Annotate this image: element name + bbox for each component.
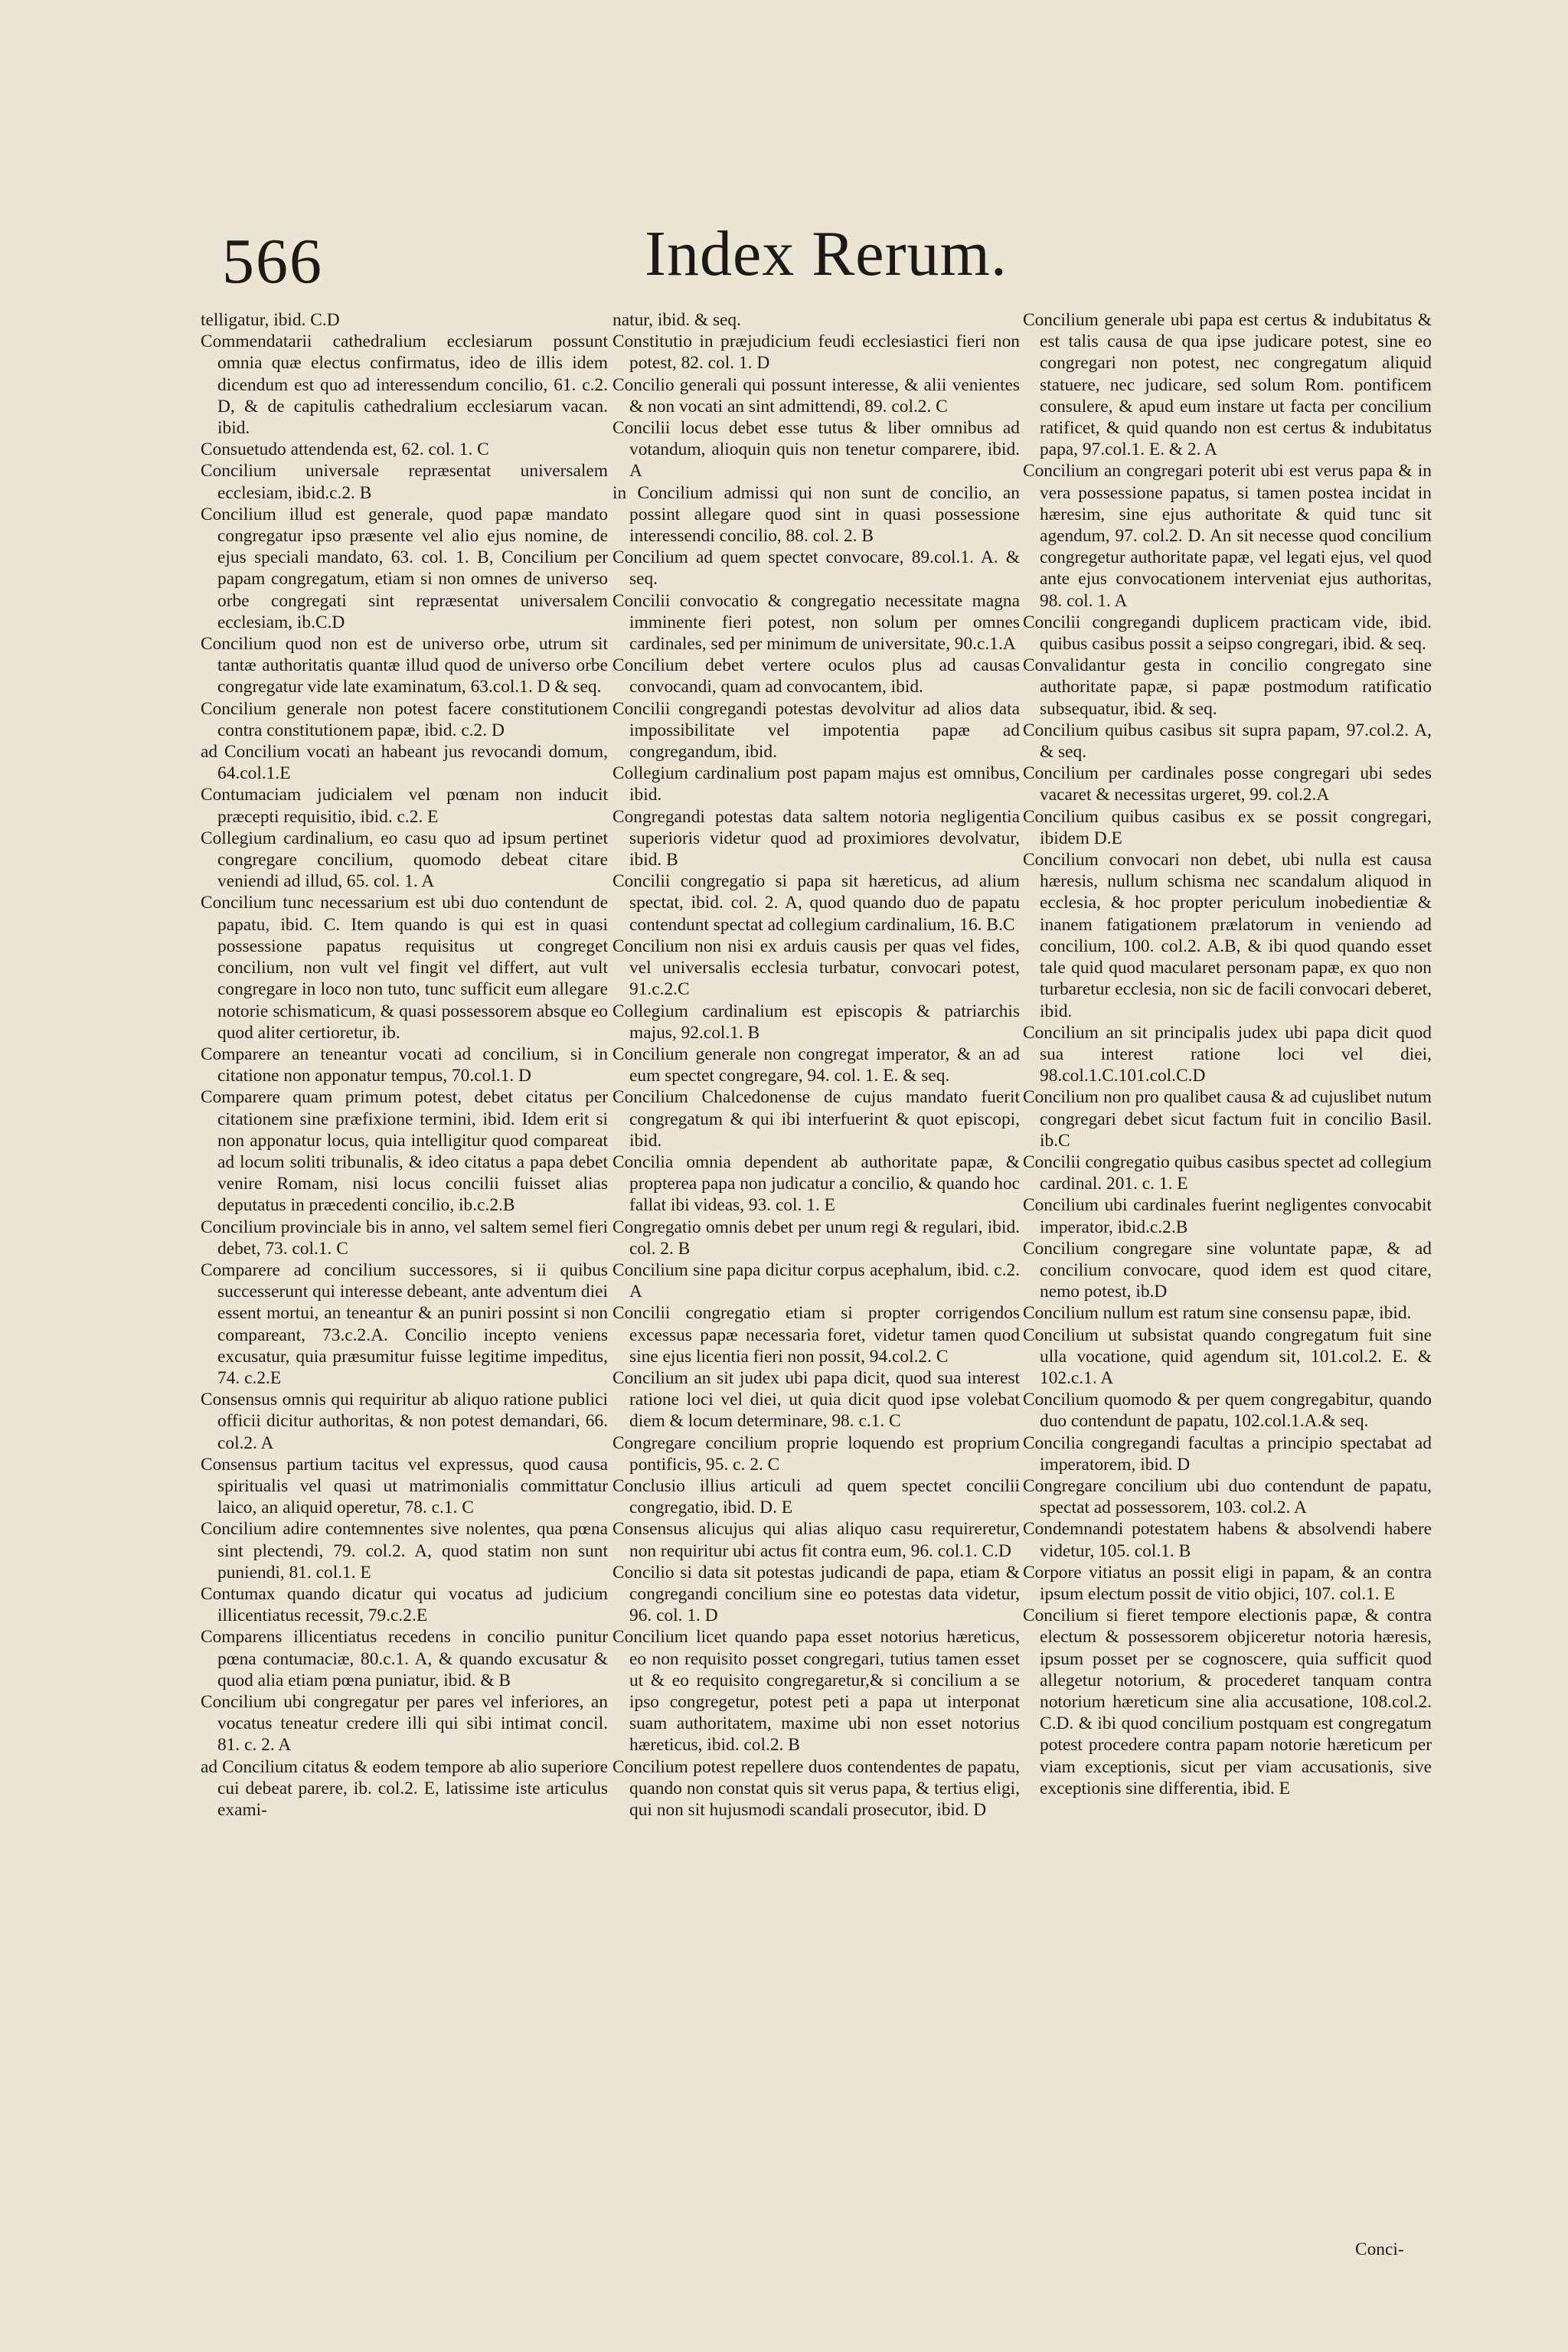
page-title: Index Rerum. xyxy=(645,218,1008,289)
index-entry: Concilium quibus casibus sit supra papam, 97.col.2. A, & seq. xyxy=(1023,720,1432,763)
index-entry: Contumaciam judicialem vel pœnam non inducit præcepti requisitio, ibid. c.2. E xyxy=(201,785,608,827)
index-entry: Concilium nullum est ratum sine consensu papæ, ibid. xyxy=(1023,1303,1412,1324)
index-entry: Concilium debet vertere oculos plus ad causas convocandi, quam ad convocantem, ibid. xyxy=(612,655,1020,697)
index-column-3 xyxy=(1023,309,1432,2239)
index-entry: Comparere quam primum potest, debet citatus per citationem sine præfixione termini, ibid. Idem erit si non apponatur locus, quia intelligitur quod compareat ad locum soliti tribunalis, & ideo citatus a papa debet venire Romam, nisi locus concilii fuisset alias deputatus in præcedenti concilio, ib.c.2.B xyxy=(201,1087,608,1216)
index-entry: Concilium potest repellere duos contendentes de papatu, quando non constat quis sit verus papa, & tertius eligi, qui non sit hujusmodi scandali prosecutor, ibid. D xyxy=(612,1756,1020,1821)
index-entry: Constitutio in præjudicium feudi ecclesiastici fieri non potest, 82. col. 1. D xyxy=(612,332,1020,374)
index-entry: Concilium quod non est de universo orbe, utrum sit tantæ authoritatis quantæ illud quod de universo orbe congregatur vide late examinatum, 63.col.1. D & seq. xyxy=(201,634,608,697)
index-entry: Concilio generali qui possunt interesse, & alii venientes & non vocati an sint admittendi, 89. col.2. C xyxy=(612,374,1020,416)
index-entry: Concilium an sit principalis judex ubi papa dicit quod sua interest ratione loci vel diei, 98.col.1.C.101.col.C.D xyxy=(1023,1022,1432,1086)
index-entry: Concilium quibus casibus ex se possit congregari, ibidem D.E xyxy=(1023,806,1432,848)
index-entry: Consuetudo attendenda est, 62. col. 1. C xyxy=(201,439,489,460)
index-entry: Concilii congregandi potestas devolvitur ad alios data impossibilitate vel impotentia papæ ad congregandum, ibid. xyxy=(612,698,1020,763)
index-entry: Congregare concilium proprie loquendo est proprium pontificis, 95. c. 2. C xyxy=(612,1432,1020,1475)
index-entry: Concilium illud est generale, quod papæ mandato congregatur ipso præsente vel alio ejus nomine, de ejus speciali mandato, 63. col. 1. B, Concilium per papam congregatum, etiam si non omnes de universo orbe congregati sint repræsentat universalem ecclesiam, ib.C.D xyxy=(201,504,608,632)
index-entry: Concilium per cardinales posse congregari ubi sedes vacaret & necessitas urgeret, 99. col.2.A xyxy=(1023,763,1432,805)
index-entry: Concilium Chalcedonense de cujus mandato fuerit congregatum & qui ibi interfuerint & quot episcopi, ibid. xyxy=(612,1087,1020,1151)
index-entry: Corpore vitiatus an possit eligi in papam, & an contra ipsum electum possit de vitio objici, 107. col.1. E xyxy=(1023,1562,1432,1604)
index-entry: Concilium ubi congregatur per pares vel inferiores, an vocatus teneatur credere illi qui sibi intimat concil. 81. c. 2. A xyxy=(201,1692,608,1756)
index-entry: Concilii congregatio etiam si propter corrigendos excessus papæ necessaria foret, videtur tamen quod sine ejus licentia fieri non possit, 94.col.2. C xyxy=(612,1303,1020,1367)
index-entry: Concilii congregatio quibus casibus spectet ad collegium cardinal. 201. c. 1. E xyxy=(1023,1152,1432,1194)
index-entry: Consensus omnis qui requiritur ab aliquo ratione publici officii dicitur authoritas, & non potest demandari, 66. col.2. A xyxy=(201,1390,608,1453)
index-entry: Concilium ut subsistat quando congregatum fuit sine ulla vocatione, quid agendum sit, 101.col.2. E. & 102.c.1. A xyxy=(1023,1325,1432,1388)
index-entry: Concilio si data sit potestas judicandi de papa, etiam & congregandi concilium sine eo potestas data videtur, 96. col. 1. D xyxy=(612,1562,1020,1626)
index-entry: Concilium sine papa dicitur corpus acephalum, ibid. c.2. A xyxy=(612,1259,1020,1302)
page-number: 566 xyxy=(222,226,323,297)
index-entry: Collegium cardinalium est episcopis & patriarchis majus, 92.col.1. B xyxy=(612,1001,1020,1043)
index-entry: Concilii convocatio & congregatio necessitate magna imminente fieri potest, non solum per omnes cardinales, sed per minimum de universitate, 90.c.1.A xyxy=(612,590,1020,655)
index-entry: Concilia congregandi facultas a principio spectabat ad imperatorem, ibid. D xyxy=(1023,1432,1432,1475)
index-entry: Concilium universale repræsentat universalem ecclesiam, ibid.c.2. B xyxy=(201,461,608,503)
index-entry: Concilia omnia dependent ab authoritate papæ, & propterea papa non judicatur a concilio, & quando hoc fallat ibi videas, 93. col. 1. E xyxy=(612,1152,1020,1216)
index-entry: Concilii congregandi duplicem practicam vide, ibid. quibus casibus possit a seipso congregari, ibid. & seq. xyxy=(1023,612,1432,655)
index-entry: Concilium convocari non debet, ubi nulla est causa hæresis, nullum schisma nec scandalum aliquod in ecclesia, & hoc propter periculum inobedientiæ & inanem fatigationem prælatorum in veniendo ad concilium, 100. col.2. A.B, & ibi quod quando esset tale quid quod macularet personam papæ, ex quo non turbaretur ecclesia, non sic de facili convocari deberet, ibid. xyxy=(1023,850,1432,1021)
index-entry: ad Concilium citatus & eodem tempore ab alio superiore cui debeat parere, ib. col.2. E, latissime iste articulus exami- xyxy=(201,1756,608,1821)
index-entry: Contumax quando dicatur qui vocatus ad judicium illicentiatus recessit, 79.c.2.E xyxy=(201,1583,608,1626)
index-entry: Concilium licet quando papa esset notorius hæreticus, eo non requisito posset congregari, tutius tamen esset ut & eo requisito congregaretur,& si concilium a se ipso congregetur, potest peti a papa ut interponat suam authoritatem, maxime ubi non esset notorius hæreticus, ibid. col.2. B xyxy=(612,1627,1020,1756)
index-entry: Collegium cardinalium post papam majus est omnibus, ibid. xyxy=(612,763,1020,805)
index-entry: Concilium non pro qualibet causa & ad cujuslibet nutum congregari debet sicut factum fuit in concilio Basil. ib.C xyxy=(1023,1087,1432,1151)
index-entry: Concilium adire contemnentes sive nolentes, qua pœna sint plectendi, 79. col.2. A, quod statim non sunt puniendi, 81. col.1. E xyxy=(201,1519,608,1583)
index-entry: Comparere ad concilium successores, si ii quibus successerunt qui interesse debeant, ante adventum diei essent mortui, an teneantur & an puniri possint si non compareant, 73.c.2.A. Concilio incepto veniens excusatur, quia præsumitur fuisse legitime impeditus, 74. c.2.E xyxy=(201,1259,608,1388)
index-entry: Comparere an teneantur vocati ad concilium, si in citatione non apponatur tempus, 70.col.1. D xyxy=(201,1044,608,1086)
index-entry: Concilium an congregari poterit ubi est verus papa & in vera possessione papatus, si tamen postea incidat in hæresim, sine ejus authoritate & quid tunc sit agendum, 97. col.2. D. An sit necesse quod concilium congregetur authoritate papæ, vel legati ejus, vel quod ante ejus convocationem interveniat ejus authoritas, 98. col. 1. A xyxy=(1023,461,1432,611)
index-entry: Concilium generale non congregat imperator, & an ad eum spectet congregare, 94. col. 1. E. & seq. xyxy=(612,1044,1020,1086)
catchword: Conci- xyxy=(1355,2239,1404,2259)
index-column-1 xyxy=(201,309,608,2239)
index-entry: Concilium congregare sine voluntate papæ, & ad concilium convocare, quod idem est quod citare, nemo potest, ib.D xyxy=(1023,1238,1432,1302)
index-entry: ad Concilium vocati an habeant jus revocandi domum, 64.col.1.E xyxy=(201,742,608,784)
index-column-2 xyxy=(612,309,1020,2239)
index-entry: Convalidantur gesta in concilio congregato sine authoritate papæ, si papæ postmodum ratificatio subsequatur, ibid. & seq. xyxy=(1023,655,1432,719)
index-entry: in Concilium admissi qui non sunt de concilio, an possint allegare quod sint in quasi possessione interessendi concilio, 88. col. 2. B xyxy=(612,482,1020,547)
index-entry: Concilium tunc necessarium est ubi duo contendunt de papatu, ibid. C. Item quando is qui est in quasi possessione papatus requisitus ut congreget concilium, non vult vel fingit vel differt, aut vult congregare in loco non tuto, tunc sufficit eum allegare notorie schismaticum, & quasi possessorem absque eo quod aliter certioretur, ib. xyxy=(201,893,608,1043)
index-entry: telligatur, ibid. C.D xyxy=(201,310,340,330)
index-entry: Comparens illicentiatus recedens in concilio punitur pœna contumaciæ, 80.c.1. A, & quando excusatur & quod alia etiam pœna puniatur, ibid. & B xyxy=(201,1627,608,1690)
index-entry: Commendatarii cathedralium ecclesiarum possunt omnia quæ electus confirmatus, ideo de illis idem dicendum est quo ad interessendum concilio, 61. c.2. D, & de capitulis cathedralium ecclesiarum vacan. ibid. xyxy=(201,332,608,439)
index-entry: Collegium cardinalium, eo casu quo ad ipsum pertinet congregare concilium, quomodo debeat citare veniendi ad illud, 65. col. 1. A xyxy=(201,828,608,892)
index-entry: Concilium an sit judex ubi papa dicit, quod sua interest ratione loci vel diei, ut quia dicit quod ipse volebat diem & locum determinare, 98. c.1. C xyxy=(612,1367,1020,1432)
index-entry: Concilium generale ubi papa est certus & indubitatus & est talis causa de qua ipse judicare potest, sine eo congregari non potest, nec congregatum aliquid statuere, nec judicare, sed solum Rom. pontificem consulere, & apud eum instare ut facta per concilium ratificet, & quid quando non est certus & indubitatus papa, 97.col.1. E. & 2. A xyxy=(1023,310,1432,460)
index-entry: Conclusio illius articuli ad quem spectet concilii congregatio, ibid. D. E xyxy=(612,1475,1020,1518)
index-entry: Congregatio omnis debet per unum regi & regulari, ibid. col. 2. B xyxy=(612,1217,1020,1259)
index-entry: Concilium generale non potest facere constitutionem contra constitutionem papæ, ibid. c.2. D xyxy=(201,698,608,740)
index-entry: Concilium provinciale bis in anno, vel saltem semel fieri debet, 73. col.1. C xyxy=(201,1217,608,1259)
index-entry: Consensus alicujus qui alias aliquo casu requireretur, non requiritur ubi actus fit contra eum, 96. col.1. C.D xyxy=(612,1519,1020,1561)
index-entry: Concilium non nisi ex arduis causis per quas vel fides, vel universalis ecclesia turbatur, convocari potest, 91.c.2.C xyxy=(612,936,1020,1000)
index-entry: natur, ibid. & seq. xyxy=(612,310,741,330)
index-entry: Congregandi potestas data saltem notoria negligentia superioris videtur quod ad proximiores devolvatur, ibid. B xyxy=(612,806,1020,871)
index-entry: Condemnandi potestatem habens & absolvendi habere videtur, 105. col.1. B xyxy=(1023,1519,1432,1561)
index-entry: Concilium ad quem spectet convocare, 89.col.1. A. & seq. xyxy=(612,547,1020,590)
index-entry: Concilium si fieret tempore electionis papæ, & contra electum & possessorem objiceretur notoria hæresis, ipsum posset per se cognoscere, quia sufficit quod allegetur notorium, & procederet tanquam contra notorium hæreticum sine alia accusatione, 108.col.2. C.D. & ibi quod concilium postquam est congregatum potest procedere contra papam notorie hæreticum per viam exceptionis, sicut per viam accusationis, sive exceptionis sine differentia, ibid. E xyxy=(1023,1606,1432,1798)
index-entry: Consensus partium tacitus vel expressus, quod causa spiritualis vel quasi ut matrimonialis committatur laico, an aliquid operetur, 78. c.1. C xyxy=(201,1454,608,1518)
index-entry: Concilii locus debet esse tutus & liber omnibus ad votandum, alioquin quis non tenetur comparere, ibid. A xyxy=(612,418,1020,482)
index-entry: Concilium ubi cardinales fuerint negligentes convocabit imperator, ibid.c.2.B xyxy=(1023,1195,1432,1237)
index-entry: Concilium quomodo & per quem congregabitur, quando duo contendunt de papatu, 102.col.1.A.& seq. xyxy=(1023,1390,1432,1432)
index-entry: Congregare concilium ubi duo contendunt de papatu, spectat ad possessorem, 103. col.2. A xyxy=(1023,1475,1432,1518)
index-entry: Concilii congregatio si papa sit hæreticus, ad alium spectat, ibid. col. 2. A, quod quando duo de papatu contendunt spectat ad collegium cardinalium, 16. B.C xyxy=(612,871,1020,935)
